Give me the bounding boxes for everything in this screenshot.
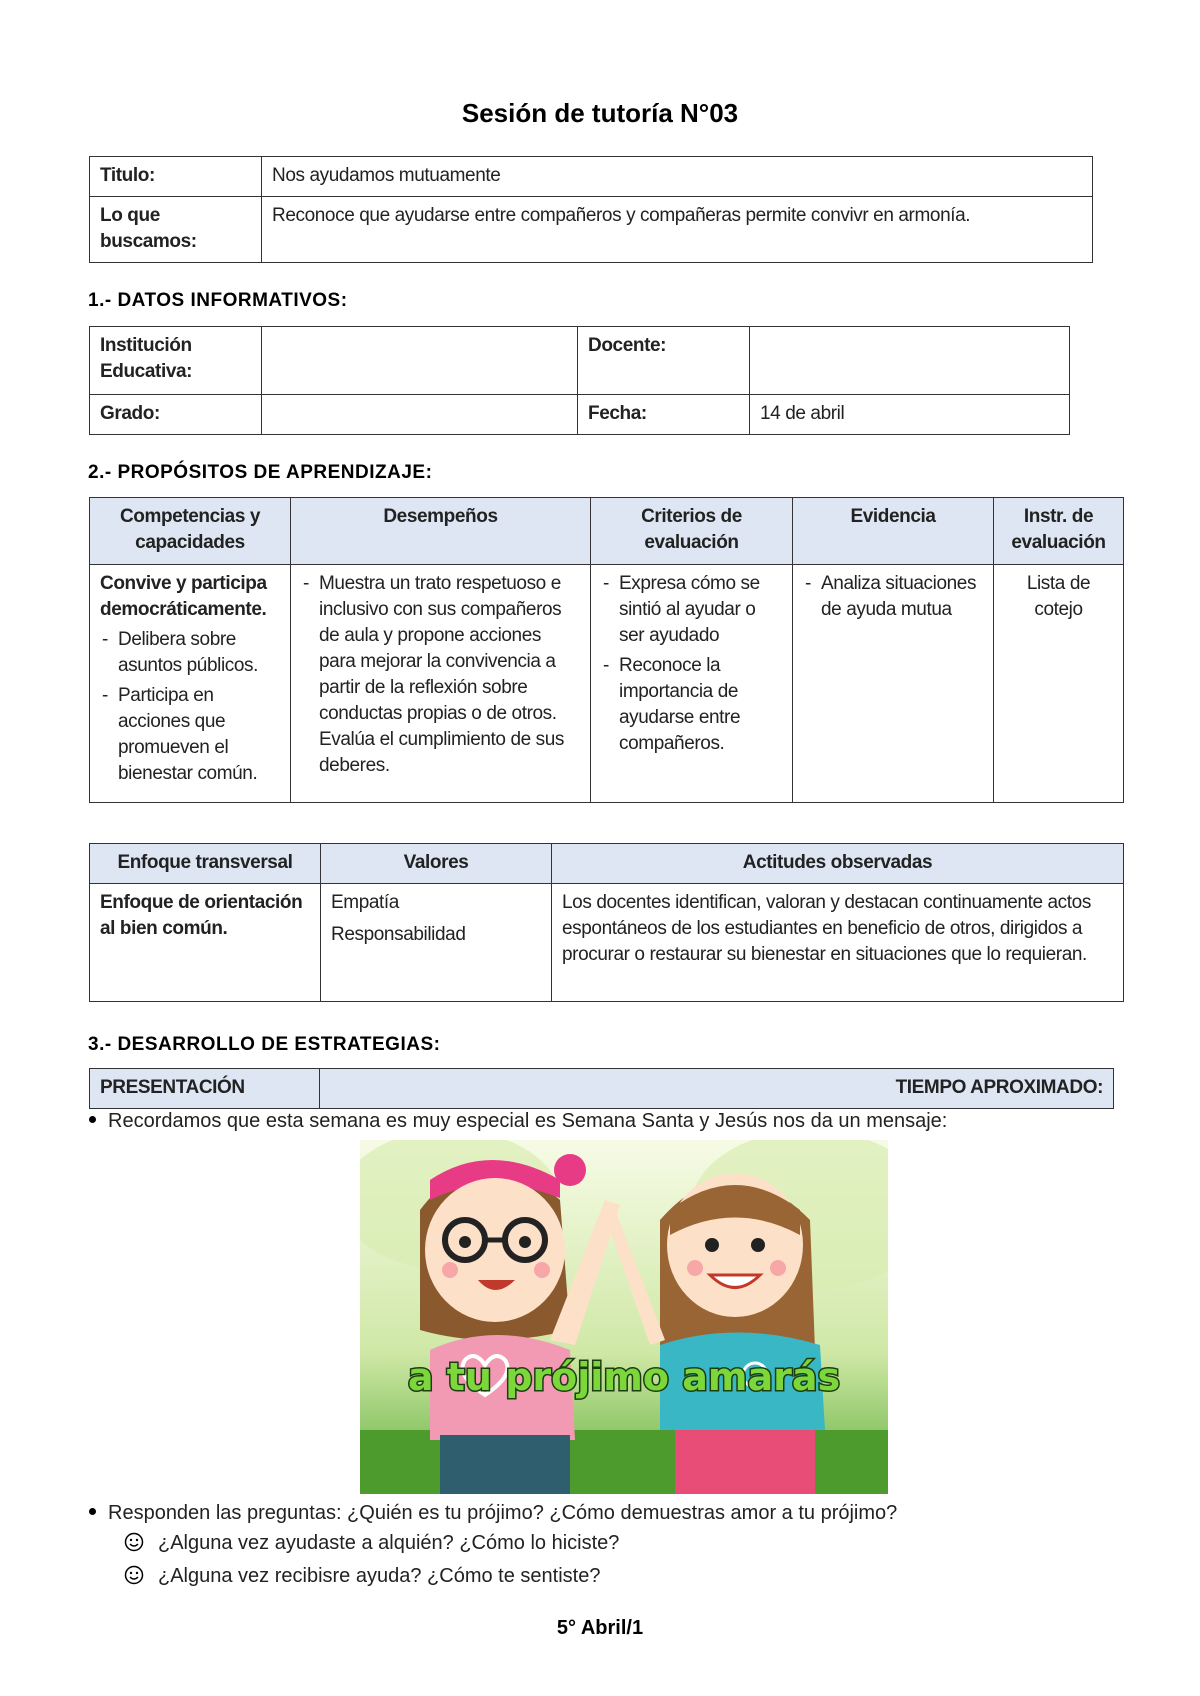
illustration-caption: a tu prójimo amarás [407,1355,841,1399]
bullet-text: Recordamos que esta semana es muy especial es Semana Santa y Jesús nos da un mensaje: [108,1110,948,1132]
capacidades-list [100,627,280,787]
titulo-label: Titulo: [90,157,262,197]
capacidad-item: - Participa en acciones que promueven el bienestar común. [100,683,280,787]
header-instrumento: Instr. de evaluación [994,498,1124,565]
header-evidencia: Evidencia [793,498,994,565]
header-competencias: Competencias y capacidades [90,498,291,565]
question-item [124,1565,600,1588]
bullet-dot-icon [89,1116,96,1123]
tiempo-label: TIEMPO APROXIMADO: [320,1069,1114,1109]
session-info-table [89,156,1093,263]
lo-que-buscamos-value: Reconoce que ayudarse entre compañeros y compañeras permite convivr en armonía. [262,197,1093,263]
question-text: ¿Alguna vez recibisre ayuda? ¿Cómo te sentiste? [158,1565,601,1587]
smiley-icon [124,1532,144,1552]
docente-label: Docente: [578,327,750,395]
enfoque-cell: Enfoque de orientación al bien común. [90,884,321,1002]
question-text: ¿Alguna vez ayudaste a alquién? ¿Cómo lo hiciste? [158,1532,620,1554]
grado-label: Grado: [90,395,262,435]
datos-informativos-table [89,326,1070,435]
competencia-title: Convive y participa democráticamente. [100,573,267,620]
instrumento-cell: Lista de cotejo [994,565,1124,803]
bullet-dot-icon [89,1508,96,1515]
bullet-recordamos [89,1110,947,1133]
capacidad-item: - Delibera sobre asuntos públicos. [100,627,280,679]
illustration-svg [360,1140,888,1494]
section-2-heading: 2.- PROPÓSITOS DE APRENDIZAJE: [88,462,433,483]
desempeno-item: - Muestra un trato respetuoso e inclusivo con sus compañeros de aula y propone acciones para mejorar la convivencia a partir de la reflexión sobre conductas propias o de otros. Evalúa el cumplimiento de sus deberes. [301,571,580,779]
header-criterios: Criterios de evaluación [591,498,793,565]
enfoque-table [89,843,1124,1002]
valor-item: Responsabilidad [331,924,466,945]
titulo-value: Nos ayudamos mutuamente [262,157,1093,197]
grado-value [262,395,578,435]
illustration-image [360,1140,888,1494]
criterios-cell [591,565,793,803]
criterio-item: - Reconoce la importancia de ayudarse entre compañeros. [601,653,782,757]
institucion-value [262,327,578,395]
lo-que-buscamos-label: Lo que buscamos: [90,197,262,263]
propositos-table [89,497,1124,803]
valor-item: Empatía [331,892,399,913]
bullet-responden [89,1502,897,1525]
page-title: Sesión de tutoría N°03 [461,98,739,128]
evidencia-cell [793,565,994,803]
fecha-value: 14 de abril [750,395,1070,435]
actitudes-cell: Los docentes identifican, valoran y destacan continuamente actos espontáneos de los estudiantes en beneficio de otros, dirigidos a procurar o restaurar su bienestar en situaciones que lo requieran. [552,884,1124,1002]
page-footer: 5° Abril/1 [556,1617,644,1639]
criterio-item: - Expresa cómo se sintió al ayudar o ser ayudado [601,571,782,649]
bullet-text: Responden las preguntas: ¿Quién es tu prójimo? ¿Cómo demuestras amor a tu prójimo? [108,1502,898,1524]
header-actitudes: Actitudes observadas [552,844,1124,884]
competencia-cell [90,565,291,803]
smiley-icon [124,1565,144,1585]
section-1-heading: 1.- DATOS INFORMATIVOS: [88,290,348,311]
header-desempenos: Desempeños [291,498,591,565]
desempenos-cell [291,565,591,803]
docente-value [750,327,1070,395]
valores-cell [321,884,552,1002]
header-enfoque: Enfoque transversal [90,844,321,884]
evidencia-item: - Analiza situaciones de ayuda mutua [803,571,983,623]
question-item [124,1532,619,1555]
section-3-heading: 3.- DESARROLLO DE ESTRATEGIAS: [88,1034,441,1055]
presentacion-table [89,1068,1114,1109]
header-valores: Valores [321,844,552,884]
fecha-label: Fecha: [578,395,750,435]
presentacion-label: PRESENTACIÓN [90,1069,320,1109]
institucion-label: Institución Educativa: [90,327,262,395]
